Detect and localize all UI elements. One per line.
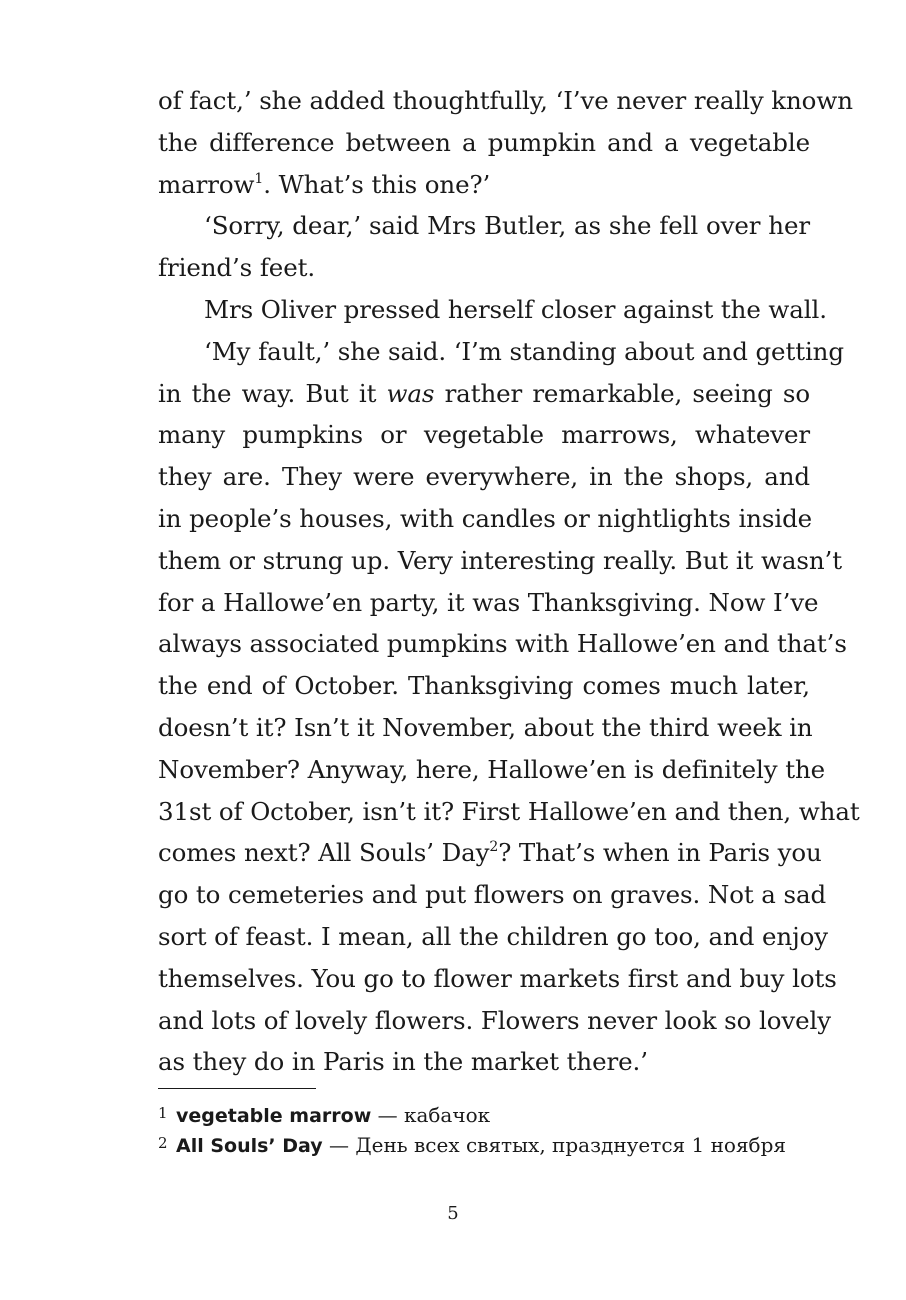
text-line: doesn’t it? Isn’t it November, about the third week in <box>158 712 813 742</box>
footnote-divider <box>158 1088 316 1089</box>
text-line: November? Anyway, here, Hallowe’en is definitely the <box>158 754 826 784</box>
text-line: comes next? All Souls’ Day$^2$? That’s when in Paris you <box>158 838 822 868</box>
text-line: marrow$^1$. What’s this one?’ <box>158 169 491 199</box>
text-line: and lots of lovely flowers. Flowers never look so lovely <box>158 1005 831 1035</box>
text-line: always associated pumpkins with Hallowe’en and that’s <box>158 629 847 659</box>
text-line: for a Hallowe’en party, it was Thanksgiving. Now I’ve <box>158 587 819 617</box>
text-line: of fact,’ she added thoughtfully, ‘I’ve never really known <box>158 86 853 115</box>
text-line: the difference between a pumpkin and a vegetable <box>158 127 810 157</box>
text-line: as they do in Paris in the market there.’ <box>158 1047 648 1077</box>
page-number: 5 <box>447 1203 459 1224</box>
text-line: they are. They were everywhere, in the shops, and <box>158 462 810 492</box>
text-line: friend’s feet. <box>158 253 316 283</box>
footnote-ref-1[interactable]: 1 <box>254 170 264 187</box>
text-line: them or strung up. Very interesting really. But it wasn’t <box>158 545 842 575</box>
text-line: in people’s houses, with candles or nightlights inside <box>158 503 813 533</box>
text-line: ‘My fault,’ she said. ‘I’m standing about and getting <box>204 336 844 366</box>
text-line: go to cemeteries and put flowers on graves. Not a sad <box>158 880 827 910</box>
text-line: the end of October. Thanksgiving comes much later, <box>158 671 810 701</box>
footnote-2: 2 All Souls’ Day — День всех святых, празднуется 1 ноября <box>158 1133 787 1157</box>
text-line: in the way. But it was rather remarkable, seeing so <box>158 378 810 408</box>
footnote-ref-2[interactable]: 2 <box>489 839 499 856</box>
main-text <box>158 80 860 1083</box>
text-line: many pumpkins or vegetable marrows, whatever <box>158 420 810 450</box>
text-line: sort of feast. I mean, all the children go too, and enjoy <box>158 921 828 951</box>
footnotes <box>158 1100 818 1160</box>
text-line: 31st of October, isn’t it? First Hallowe’en and then, what <box>158 796 860 826</box>
footnote-1: 1 vegetable marrow — кабачок <box>158 1103 491 1127</box>
text-line: Mrs Oliver pressed herself closer against the wall. <box>204 294 827 324</box>
text-line: themselves. You go to flower markets first and buy lots <box>158 963 837 993</box>
text-line: ‘Sorry, dear,’ said Mrs Butler, as she fell over her <box>204 211 810 241</box>
